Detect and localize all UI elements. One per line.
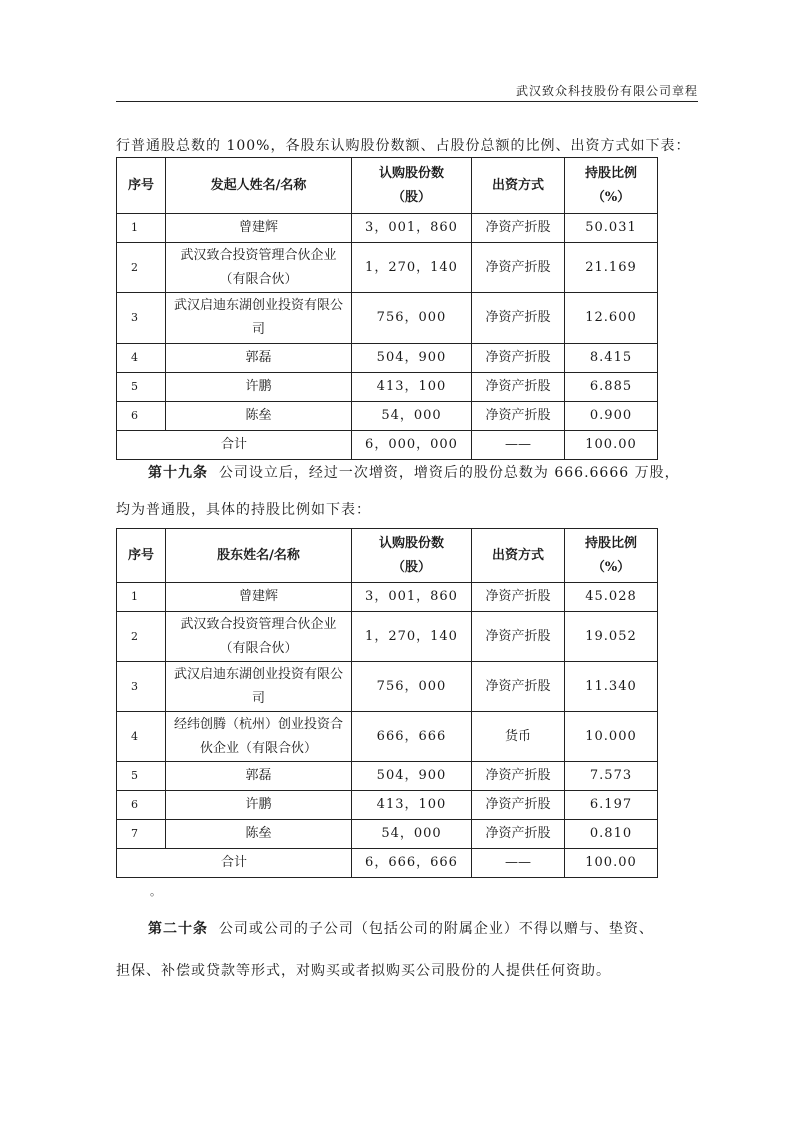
col-header-method: 出资方式 bbox=[472, 529, 565, 583]
col-header-shares: 认购股份数 （股） bbox=[352, 158, 472, 214]
col-header-seq: 序号 bbox=[117, 158, 166, 214]
table-row: 6 陈垒 54，000 净资产折股 0.900 bbox=[117, 402, 658, 431]
col-header-name: 发起人姓名/名称 bbox=[166, 158, 352, 214]
table-header-row bbox=[117, 158, 658, 214]
founders-share-table bbox=[116, 157, 658, 460]
table-row: 1 曾建辉 3，001，860 净资产折股 50.031 bbox=[117, 214, 658, 243]
table-row: 2 武汉致合投资管理合伙企业（有限合伙） 1，270，140 净资产折股 19.052 bbox=[117, 612, 658, 662]
intro-paragraph: 行普通股总数的 100%，各股东认购股份数额、占股份总额的比例、出资方式如下表： bbox=[116, 138, 691, 154]
article-20-continuation: 担保、补偿或贷款等形式，对购买或者拟购买公司股份的人提供任何资助。 bbox=[116, 963, 611, 979]
table-header-row bbox=[117, 529, 658, 583]
table-total-row: 合计 6，666，666 —— 100.00 bbox=[117, 849, 658, 878]
col-header-ratio: 持股比例 （%） bbox=[565, 529, 658, 583]
table-total-row: 合计 6，000，000 —— 100.00 bbox=[117, 431, 658, 460]
document-header-title: 武汉致众科技股份有限公司章程 bbox=[515, 84, 698, 98]
col-header-method: 出资方式 bbox=[472, 158, 565, 214]
col-header-shares: 认购股份数 （股） bbox=[352, 529, 472, 583]
article-20-paragraph: 第二十条 公司或公司的子公司（包括公司的附属企业）不得以赠与、垫资、 bbox=[148, 921, 654, 937]
table-row: 5 许鹏 413，100 净资产折股 6.885 bbox=[117, 373, 658, 402]
stray-period-mark: 。 bbox=[150, 885, 161, 898]
table-row: 7 陈垒 54，000 净资产折股 0.810 bbox=[117, 820, 658, 849]
col-header-name: 股东姓名/名称 bbox=[166, 529, 352, 583]
header-rule bbox=[116, 101, 698, 102]
table-row: 3 武汉启迪东湖创业投资有限公司 756，000 净资产折股 11.340 bbox=[117, 662, 658, 712]
col-header-seq: 序号 bbox=[117, 529, 166, 583]
article-19-label: 第十九条 bbox=[148, 465, 208, 481]
table-row: 1 曾建辉 3，001，860 净资产折股 45.028 bbox=[117, 583, 658, 612]
table-row: 4 郭磊 504，900 净资产折股 8.415 bbox=[117, 344, 658, 373]
shareholders-table bbox=[116, 528, 658, 878]
article-20-label: 第二十条 bbox=[148, 921, 208, 937]
table-row: 6 许鹏 413，100 净资产折股 6.197 bbox=[117, 791, 658, 820]
article-19-paragraph: 第十九条 公司设立后，经过一次增资，增资后的股份总数为 666.6666 万股， bbox=[148, 465, 680, 481]
table-row: 5 郭磊 504，900 净资产折股 7.573 bbox=[117, 762, 658, 791]
table-row: 4 经纬创腾（杭州）创业投资合伙企业（有限合伙） 666，666 货币 10.000 bbox=[117, 712, 658, 762]
table-row: 3 武汉启迪东湖创业投资有限公司 756，000 净资产折股 12.600 bbox=[117, 293, 658, 344]
col-header-ratio: 持股比例 （%） bbox=[565, 158, 658, 214]
article-19-continuation: 均为普通股，具体的持股比例如下表： bbox=[116, 502, 371, 518]
table-row: 2 武汉致合投资管理合伙企业（有限合伙） 1，270，140 净资产折股 21.169 bbox=[117, 243, 658, 293]
